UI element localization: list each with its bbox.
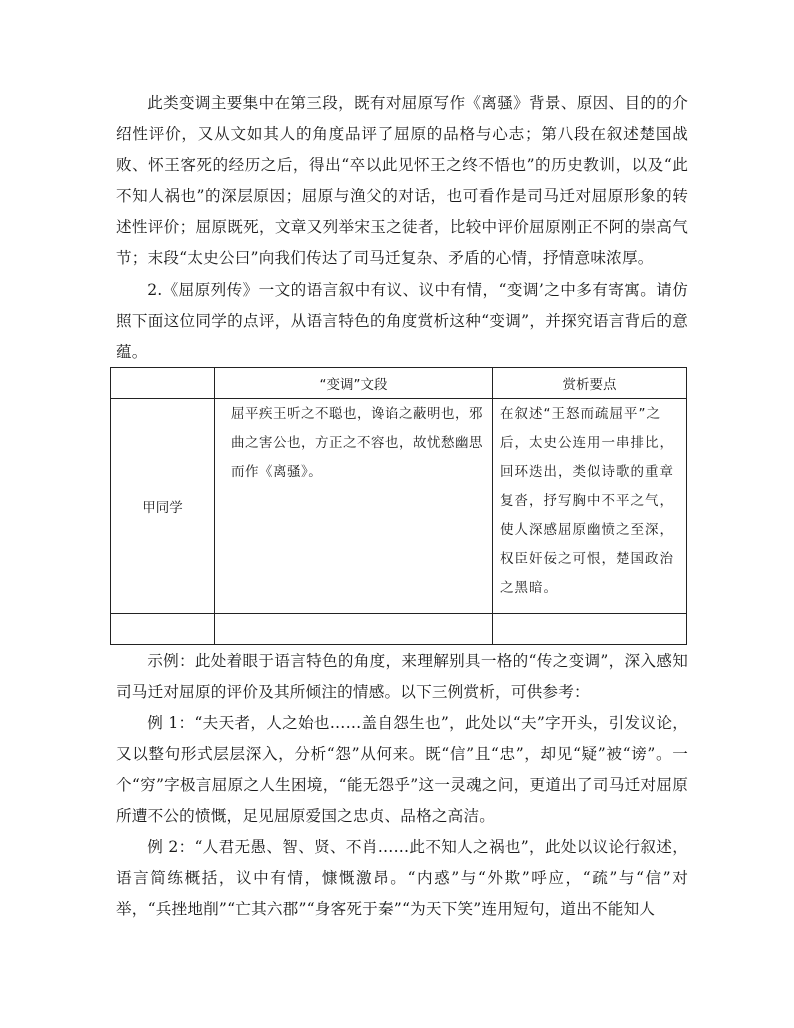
passage-cell: 屈平疾王听之不聪也，谗谄之蔽明也，邪曲之害公也，方正之不容也，故忧愁幽思而作《离骚》。 bbox=[215, 399, 493, 614]
row-label: 甲同学 bbox=[111, 399, 215, 614]
examples-section bbox=[116, 646, 688, 925]
row-label bbox=[111, 614, 215, 645]
paragraph-variation-summary: 此类变调主要集中在第三段，既有对屈原写作《离骚》背景、原因、目的的介绍性评价，又从文如其人的角度品评了屈原的品格与心志；第八段在叙述楚国战败、怀王客死的经历之后，得出“卒以此见怀王之终不悟也”的历史教训，以及“此不知人祸也”的深层原因；屈原与渔父的对话，也可看作是司马迁对屈原形象的转述性评价；屈原既死，文章又列举宋玉之徒者，比较中评价屈原刚正不阿的崇高气节；末段“太史公曰”向我们传达了司马迁复杂、矛盾的心情，抒情意味浓厚。 bbox=[116, 94, 688, 267]
table-row bbox=[111, 399, 687, 614]
analysis-cell bbox=[493, 614, 687, 645]
example-intro: 示例：此处着眼于语言特色的角度，来理解别具一格的“传之变调”，深入感知司马迁对屈原的评价及其所倾注的情感。以下三例赏析，可供参考： bbox=[116, 652, 688, 701]
table-header-passage: “变调”文段 bbox=[215, 368, 493, 399]
example-2: 例 2：“人君无愚、智、贤、不肖……此不知人之祸也”，此处以议论行叙述，语言简练概括，议中有情，慷慨激昂。“内惑”与“外欺”呼应，“疏”与“信”对举，“兵挫地削”“亡其六郡”“身客死于秦”“为天下笑”连用短句，道出不能知人 bbox=[116, 838, 688, 918]
table-header-analysis: 赏析要点 bbox=[493, 368, 687, 399]
example-1: 例 1：“夫天者，人之始也……盖自怨生也”，此处以“夫”字开头，引发议论，又以整句形式层层深入，分析“怨”从何来。既“信”且“忠”，却见“疑”被“谤”。一个“穷”字极言屈原之人生困境，“能无怨乎”这一灵魂之问，更道出了司马迁对屈原所遭不公的愤慨，足见屈原爱国之忠贞、品格之高洁。 bbox=[116, 714, 688, 825]
passage-cell bbox=[215, 614, 493, 645]
intro-section bbox=[116, 88, 688, 368]
analysis-cell: 在叙述“王怒而疏屈平”之后，太史公连用一串排比，回环迭出，类似诗歌的重章复沓，抒写胸中不平之气，使人深感屈原幽愤之至深，权臣奸佞之可恨，楚国政治之黑暗。 bbox=[493, 399, 687, 614]
table-row bbox=[111, 614, 687, 645]
analysis-table bbox=[110, 367, 687, 645]
question-2: 2.《屈原列传》一文的语言叙中有议、议中有情，“变调’之中多有寄寓。请仿照下面这位同学的点评，从语言特色的角度赏析这种“变调”，并探究语言背后的意蕴。 bbox=[116, 281, 688, 361]
table-header-row bbox=[111, 368, 687, 399]
table-header-empty bbox=[111, 368, 215, 399]
